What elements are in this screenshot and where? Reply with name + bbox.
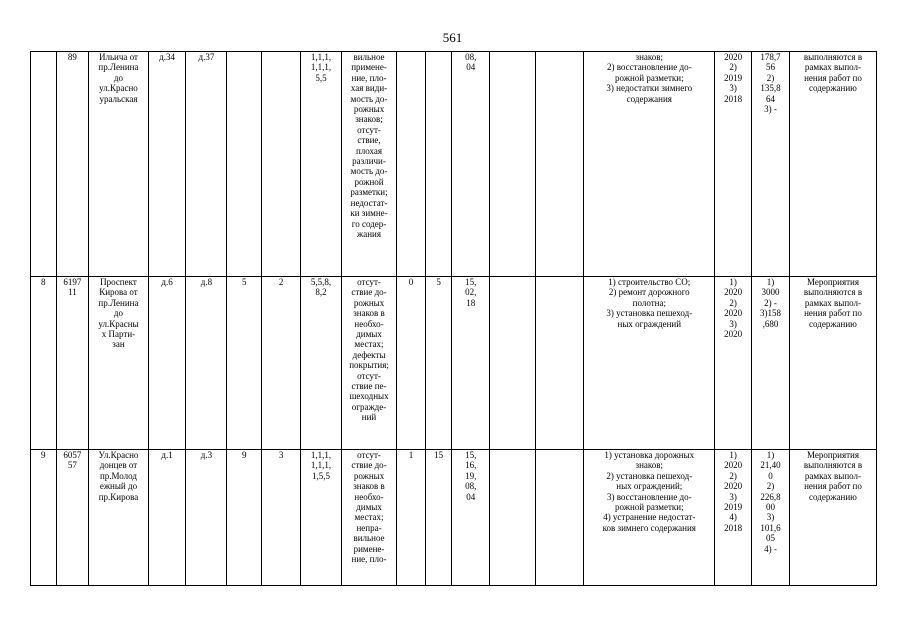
cell-c11: 15 (425, 450, 452, 586)
table-row (31, 450, 877, 586)
cell-cost: 178,7 56 2) 135,8 64 3) - (752, 52, 790, 277)
cell-c13 (490, 52, 536, 277)
cell-to: д.3 (186, 450, 227, 586)
cell-c12: 15, 16, 19, 08, 04 (452, 450, 490, 586)
cell-c11: 5 (425, 277, 452, 450)
table-row (31, 52, 877, 277)
cell-num: 9 (31, 450, 57, 586)
cell-code: 6057 57 (56, 450, 89, 586)
cell-defects: отсут- ствие до- рожных знаков в необхо- димых местах; дефекты покрытия; отсут- ствие пе- шеходных огражде- ний (341, 277, 396, 450)
cell-to: д.8 (186, 277, 227, 450)
cell-defects: вильное примене- ние, пло- хая види- мость до- рожных знаков; отсут- ствие, плохая различи- мость до- рожной разметки; недостат- ки зимне- го содер- жания (341, 52, 396, 277)
cell-from: д.34 (148, 52, 186, 277)
cell-road-name: Ильича от пр.Ленина до ул.Красно уральская (89, 52, 148, 277)
cell-defects: отсут- ствие до- рожных знаков в необхо- димых местах; непра- вильное римене- ние, пло- (341, 450, 396, 586)
cell-c11 (425, 52, 452, 277)
cell-code: 6197 11 (56, 277, 89, 450)
cell-note: выполняются в рамках выпол- нения работ по содержанию (789, 52, 876, 277)
cell-road-name: Ул.Красно донцев от пр.Молод ежный до пр.Кирова (89, 450, 148, 586)
cell-c12: 15, 02, 18 (452, 277, 490, 450)
cell-c14 (536, 450, 584, 586)
cell-years: 2020 2) 2019 3) 2018 (715, 52, 752, 277)
cell-years: 1) 2020 2) 2020 3) 2019 4) 2018 (715, 450, 752, 586)
cell-num: 8 (31, 277, 57, 450)
cell-c8: 1,1,1, 1,1,1, 1,5,5 (301, 450, 342, 586)
table-row (31, 277, 877, 450)
road-defects-table (30, 51, 877, 586)
cell-road-name: Проспект Кирова от пр.Ленина до ул.Красны х Парти- зан (89, 277, 148, 450)
cell-measures: 1) установка дорожных знаков; 2) установка пешеход- ных ограждений; 3) восстановление до- рожной разметки; 4) устранение недостат- ков зимнего содержания (584, 450, 715, 586)
cell-c10: 1 (397, 450, 426, 586)
cell-c7 (262, 52, 301, 277)
cell-note: Мероприятия выполняются в рамках выпол- нения работ по содержанию (789, 277, 876, 450)
cell-c13 (490, 277, 536, 450)
cell-c7: 3 (262, 450, 301, 586)
cell-code: 89 (56, 52, 89, 277)
cell-from: д.1 (148, 450, 186, 586)
cell-to: д.37 (186, 52, 227, 277)
cell-c8: 5,5,8, 8,2 (301, 277, 342, 450)
cell-from: д.6 (148, 277, 186, 450)
cell-years: 1) 2020 2) 2020 3) 2020 (715, 277, 752, 450)
cell-note: Мероприятия выполняются в рамках выпол- нения работ по содержанию (789, 450, 876, 586)
cell-c6: 9 (227, 450, 262, 586)
cell-num (31, 52, 57, 277)
cell-c12: 08, 04 (452, 52, 490, 277)
cell-cost: 1) 21,40 0 2) 226,8 00 3) 101,6 05 4) - (752, 450, 790, 586)
cell-c6 (227, 52, 262, 277)
cell-c7: 2 (262, 277, 301, 450)
cell-cost: 1) 3000 2) - 3)158 ,680 (752, 277, 790, 450)
cell-c14 (536, 52, 584, 277)
page-number: 561 (442, 30, 463, 45)
cell-c10: 0 (397, 277, 426, 450)
cell-c14 (536, 277, 584, 450)
cell-c8: 1,1,1, 1,1,1, 5,5 (301, 52, 342, 277)
cell-measures: 1) строительство СО; 2) ремонт дорожного полотна; 3) установка пешеход- ных ограждений (584, 277, 715, 450)
cell-c6: 5 (227, 277, 262, 450)
cell-c13 (490, 450, 536, 586)
cell-measures: знаков; 2) восстановление до- рожной разметки; 3) недостатки зимнего содержания (584, 52, 715, 277)
cell-c10 (397, 52, 426, 277)
